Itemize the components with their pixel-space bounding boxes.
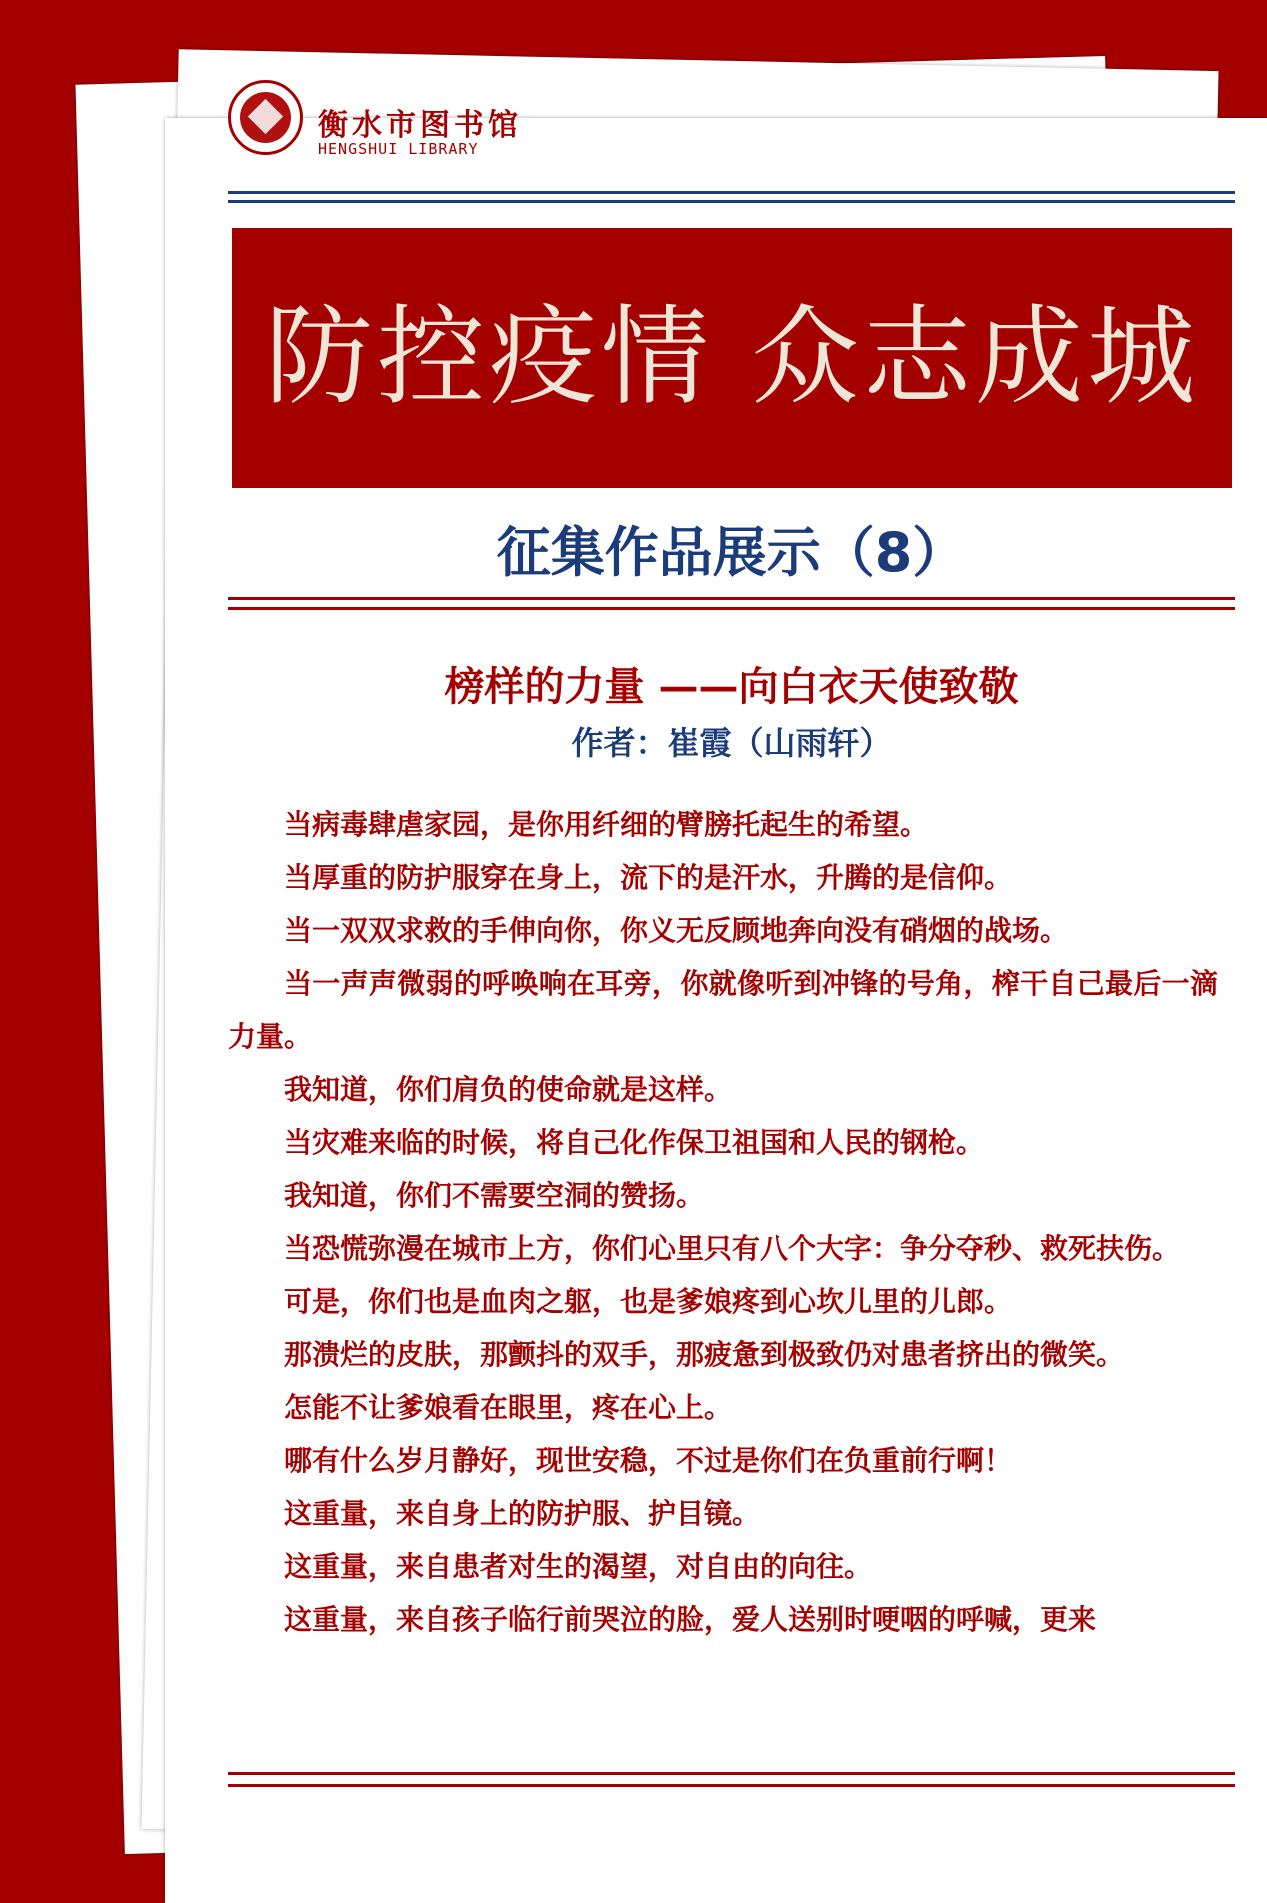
article-author: 作者：崔霞（山雨轩） [571, 724, 892, 762]
header-divider-top [228, 191, 1235, 194]
paragraph: 哪有什么岁月静好，现世安稳，不过是你们在负重前行啊！ [284, 1444, 1013, 1477]
subtitle: 征集作品展示（8） [496, 521, 967, 584]
paragraph: 这重量，来自孩子临行前哭泣的脸，爱人送别时哽咽的呼喊，更来 [284, 1603, 1097, 1636]
subtitle-divider-bottom [228, 607, 1235, 610]
paragraph: 这重量，来自患者对生的渴望，对自由的向往。 [284, 1550, 873, 1583]
header-divider-bottom [228, 200, 1235, 203]
paragraph: 当厚重的防护服穿在身上，流下的是汗水，升腾的是信仰。 [284, 861, 1013, 894]
article-title: 榜样的力量 ——向白衣天使致敬 [444, 663, 1019, 710]
library-logo-icon [228, 80, 303, 155]
headline-banner [232, 228, 1232, 488]
paragraph: 当病毒肆虐家园，是你用纤细的臂膀托起生的希望。 [284, 808, 929, 841]
paragraph: 当一声声微弱的呼唤响在耳旁，你就像听到冲锋的号角，榨干自己最后一滴力量。 [228, 967, 1218, 1053]
library-name-cn: 衡水市图书馆 [318, 108, 522, 143]
footer-divider-bottom [228, 1784, 1235, 1787]
paragraph: 可是，你们也是血肉之躯，也是爹娘疼到心坎儿里的儿郎。 [284, 1285, 1013, 1318]
footer-divider-top [228, 1772, 1235, 1775]
paragraph: 当一双双求救的手伸向你，你义无反顾地奔向没有硝烟的战场。 [284, 914, 1069, 947]
paragraph: 怎能不让爹娘看在眼里，疼在心上。 [284, 1391, 733, 1424]
subtitle-divider-top [228, 597, 1235, 600]
paragraph: 当灾难来临的时候，将自己化作保卫祖国和人民的钢枪。 [284, 1126, 985, 1159]
paragraph: 我知道，你们肩负的使命就是这样。 [284, 1073, 733, 1106]
banner-title: 防控疫情 众志成城 [264, 295, 1200, 420]
paragraph: 那溃烂的皮肤，那颤抖的双手，那疲惫到极致仍对患者挤出的微笑。 [284, 1338, 1125, 1371]
paragraph: 这重量，来自身上的防护服、护目镜。 [284, 1497, 761, 1530]
library-name-en: HENGSHUI LIBRARY [318, 140, 479, 158]
paragraph: 当恐慌弥漫在城市上方，你们心里只有八个大字：争分夺秒、救死扶伤。 [284, 1232, 1181, 1265]
paragraph: 我知道，你们不需要空洞的赞扬。 [284, 1179, 705, 1212]
article-body [228, 798, 1218, 1646]
